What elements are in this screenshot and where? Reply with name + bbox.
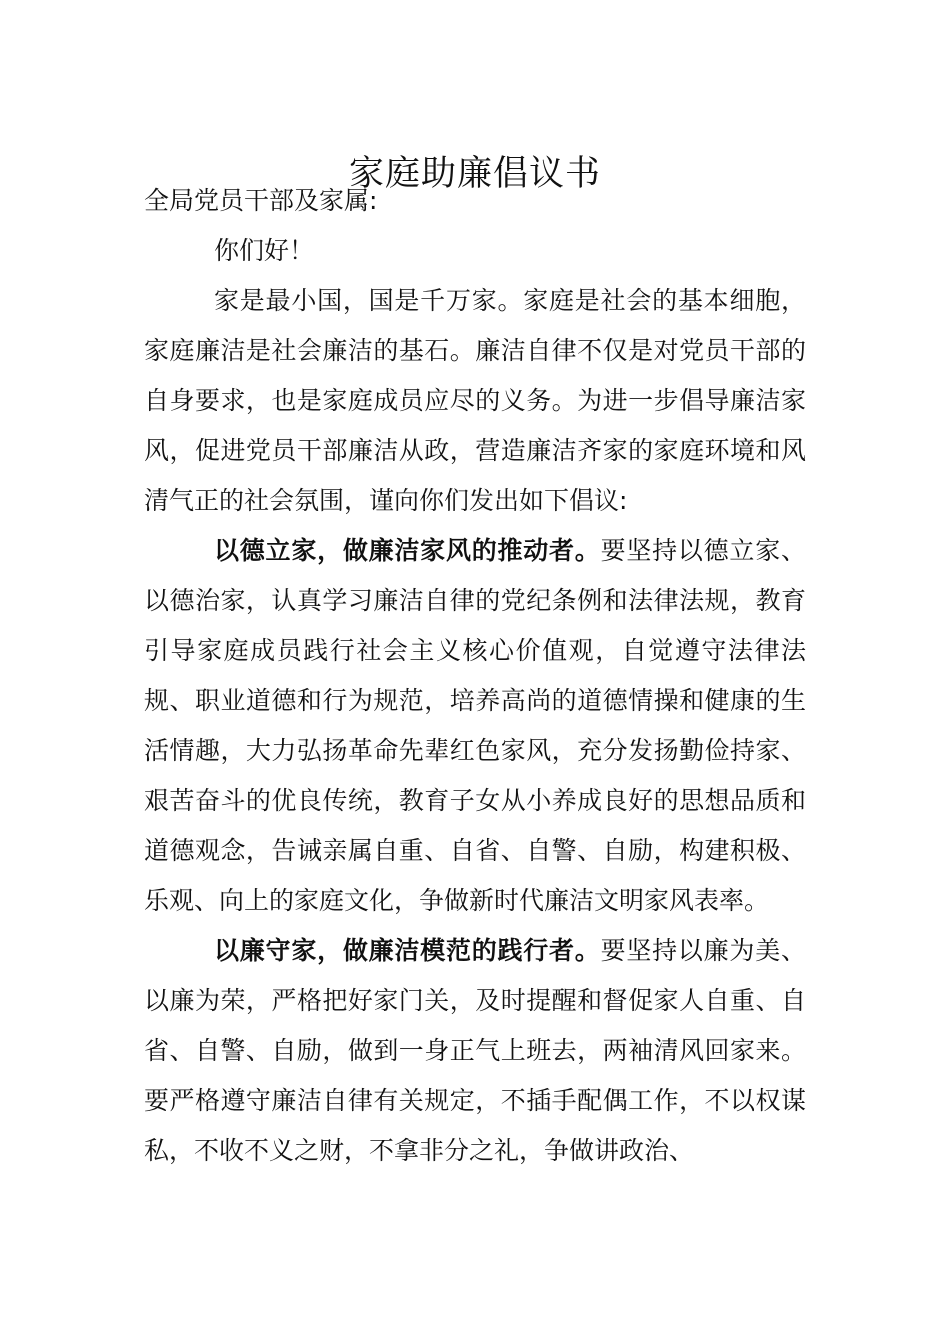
- section-paragraph: [144, 926, 806, 1176]
- greeting: 你们好！: [214, 236, 315, 265]
- section-paragraph: [144, 526, 806, 926]
- document-body: [144, 176, 806, 1176]
- intro-paragraph: 家是最小国，国是千万家。家庭是社会的基本细胞，家庭廉洁是社会廉洁的基石。廉洁自律不仅是对党员干部的自身要求，也是家庭成员应尽的义务。为进一步倡导廉洁家风，促进党员干部廉洁从政，营造廉洁齐家的家庭环境和风清气正的社会氛围，谨向你们发出如下倡议:: [144, 286, 806, 515]
- section-text: 要坚持以廉为美、以廉为荣，严格把好家门关，及时提醒和督促家人自重、自省、自警、自励，做到一身正气上班去，两袖清风回家来。要严格遵守廉洁自律有关规定，不插手配偶工作，不以权谋私，不收不义之财，不拿非分之礼，争做讲政治、: [144, 936, 806, 1165]
- salutation: 全局党员干部及家属:: [144, 186, 378, 215]
- section-heading: 以廉守家，做廉洁模范的践行者。: [214, 936, 601, 965]
- section-heading: 以德立家，做廉洁家风的推动者。: [214, 536, 601, 565]
- section-text: 要坚持以德立家、以德治家，认真学习廉洁自律的党纪条例和法律法规，教育引导家庭成员践行社会主义核心价值观，自觉遵守法律法规、职业道德和行为规范，培养高尚的道德情操和健康的生活情趣，大力弘扬革命先辈红色家风，充分发扬勤俭持家、艰苦奋斗的优良传统，教育子女从小养成良好的思想品质和道德观念，告诫亲属自重、自省、自警、自励，构建积极、乐观、向上的家庭文化，争做新时代廉洁文明家风表率。: [144, 536, 806, 915]
- document-title: 家庭助廉倡议书: [348, 154, 601, 195]
